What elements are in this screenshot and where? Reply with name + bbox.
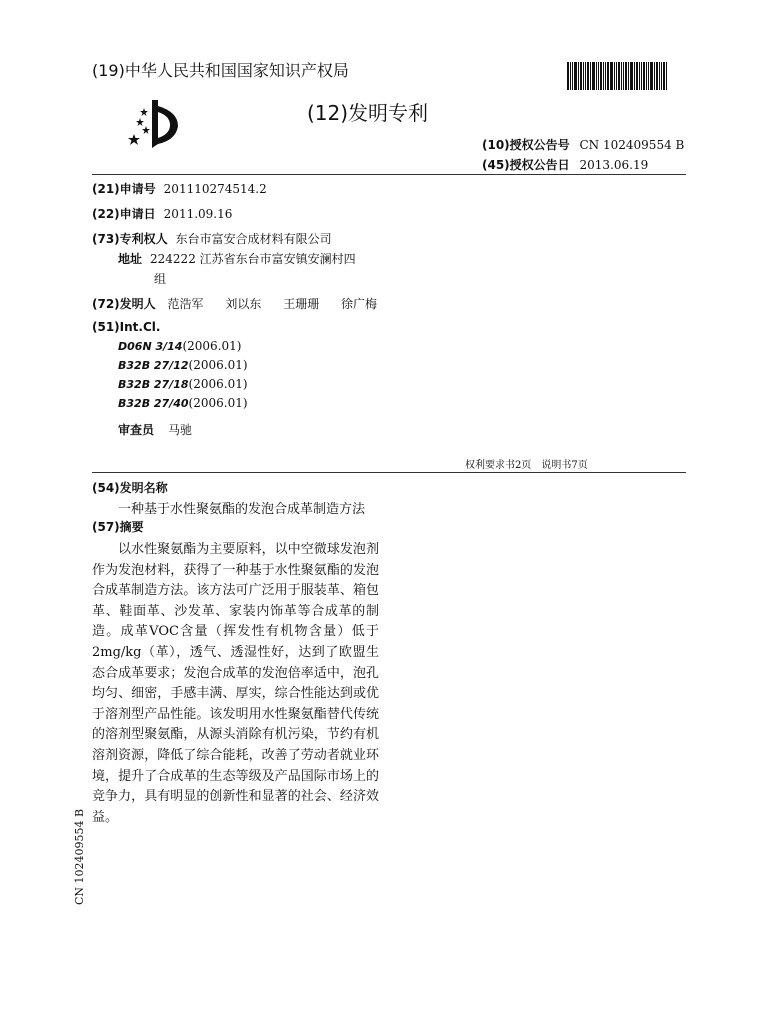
barcode-bar	[628, 62, 629, 90]
barcode-bar	[654, 62, 655, 90]
barcode-bar	[603, 62, 604, 90]
barcode-bar	[570, 62, 571, 90]
side-publication-number: CN 102409554 B	[73, 808, 86, 905]
barcode-bar	[610, 62, 613, 90]
ipc-version: (2006.01)	[188, 377, 248, 391]
barcode-bar	[590, 62, 591, 90]
barcode-bar	[600, 62, 602, 90]
barcode-bar	[585, 62, 586, 90]
barcode-bar	[587, 62, 589, 90]
barcode-bar	[614, 62, 615, 90]
examiner	[118, 421, 192, 438]
barcode-bar	[623, 62, 624, 90]
ipc-entry	[118, 339, 241, 353]
barcode-bar	[567, 62, 569, 90]
ipc-version: (2006.01)	[188, 358, 248, 372]
publication-number-value: CN 102409554 B	[579, 138, 685, 152]
examiner-label: 审查员	[118, 423, 155, 437]
publication-date-label: (45)授权公告日	[482, 158, 570, 172]
inventors-label: (72)发明人	[92, 297, 156, 311]
application-number-value: 201110274514.2	[163, 182, 267, 196]
ipc-code: B32B 27/18	[118, 378, 189, 391]
ipc-entry	[118, 377, 248, 391]
barcode	[567, 62, 677, 90]
barcode-bar	[639, 62, 640, 90]
int-cl-heading: (51)Int.Cl.	[92, 320, 161, 334]
patentee-label: (73)专利权人	[92, 232, 168, 246]
patentee-value: 东台市富安合成材料有限公司	[175, 232, 332, 246]
publication-date	[482, 156, 648, 173]
ipc-entry	[118, 358, 248, 372]
barcode-bar	[578, 62, 579, 90]
examiner-value: 马驰	[168, 423, 193, 437]
inventor: 徐广梅	[341, 297, 378, 311]
barcode-bar	[636, 62, 638, 90]
publication-date-value: 2013.06.19	[579, 158, 649, 172]
barcode-bar	[574, 62, 577, 90]
application-number-label: (21)申请号	[92, 182, 156, 196]
barcode-bar	[641, 62, 642, 90]
application-date	[92, 205, 232, 222]
barcode-bar	[659, 62, 660, 90]
barcode-bar	[605, 62, 606, 90]
publication-number	[482, 136, 684, 153]
barcode-bar	[616, 62, 617, 90]
inventor: 刘以东	[225, 297, 262, 311]
abstract-text: 以水性聚氨酯为主要原料，以中空微球发泡剂作为发泡材料，获得了一种基于水性聚氨酯的发泡合成革制造方法。该方法可广泛用于服装革、箱包革、鞋面革、沙发革、家装内饰革等合成革的制造。成革VOC含量（挥发性有机物含量）低于2mg/kg（革），透气、透湿性好，达到了欧盟生态合成革要求；发泡合成革的发泡倍率适中，泡孔均匀、细密，手感丰满、厚实，综合性能达到或优于溶剂型产品性能。该发明用水性聚氨酯替代传统的溶剂型聚氨酯，从源头消除有机污染，节约有机溶剂资源，降低了综合能耗，改善了劳动者就业环境，提升了合成革的生态等级及产品国际市场上的竞争力，具有明显的创新性和显著的社会、经济效益。	[92, 542, 379, 825]
ipc-version: (2006.01)	[182, 339, 242, 353]
ipc-version: (2006.01)	[188, 396, 248, 410]
abstract-label: (57)摘要	[92, 520, 144, 534]
barcode-bar	[607, 62, 609, 90]
publication-number-label: (10)授权公告号	[482, 138, 570, 152]
barcode-bar	[583, 62, 584, 90]
application-number	[92, 180, 267, 197]
ipc-code: B32B 27/40	[118, 397, 189, 410]
address	[118, 250, 356, 267]
barcode-bar	[580, 62, 582, 90]
barcode-bar	[663, 62, 665, 90]
application-date-label: (22)申请日	[92, 207, 156, 221]
document-type: (12)发明专利	[307, 101, 429, 125]
barcode-bar	[618, 62, 620, 90]
barcode-bar	[625, 62, 627, 90]
invention-title: 一种基于水性聚氨酯的发泡合成革制造方法	[118, 502, 366, 517]
barcode-bar	[648, 62, 649, 90]
ipc-code: B32B 27/12	[118, 359, 189, 372]
header-divider	[92, 174, 686, 175]
barcode-bar	[572, 62, 573, 90]
address-line-1: 224222 江苏省东台市富安镇安澜村四	[150, 252, 356, 266]
cnipa-logo	[126, 96, 188, 152]
barcode-bar	[661, 62, 662, 90]
barcode-bar	[650, 62, 653, 90]
ipc-entry	[118, 396, 248, 410]
int-cl-label	[92, 320, 160, 334]
biblio-divider	[92, 472, 686, 473]
abstract	[92, 540, 379, 828]
address-label: 地址	[118, 252, 143, 266]
barcode-bar	[643, 62, 645, 90]
office-name: (19)中华人民共和国国家知识产权局	[92, 61, 349, 80]
barcode-bar	[598, 62, 599, 90]
page-count-info: 权利要求书2页 说明书7页	[465, 460, 588, 471]
barcode-bar	[666, 62, 667, 90]
title-label: (54)发明名称	[92, 481, 168, 495]
address-line-2: 组	[154, 272, 167, 286]
barcode-bar	[592, 62, 595, 90]
barcode-bar	[634, 62, 635, 90]
barcode-bar	[596, 62, 597, 90]
patentee	[92, 230, 332, 247]
inventor: 范浩军	[167, 297, 204, 311]
barcode-bar	[646, 62, 647, 90]
inventor: 王珊珊	[283, 297, 320, 311]
ipc-code: D06N 3/14	[118, 340, 183, 353]
application-date-value: 2011.09.16	[163, 207, 233, 221]
barcode-bar	[656, 62, 658, 90]
barcode-bar	[621, 62, 622, 90]
barcode-bar	[630, 62, 633, 90]
inventors	[92, 295, 377, 312]
